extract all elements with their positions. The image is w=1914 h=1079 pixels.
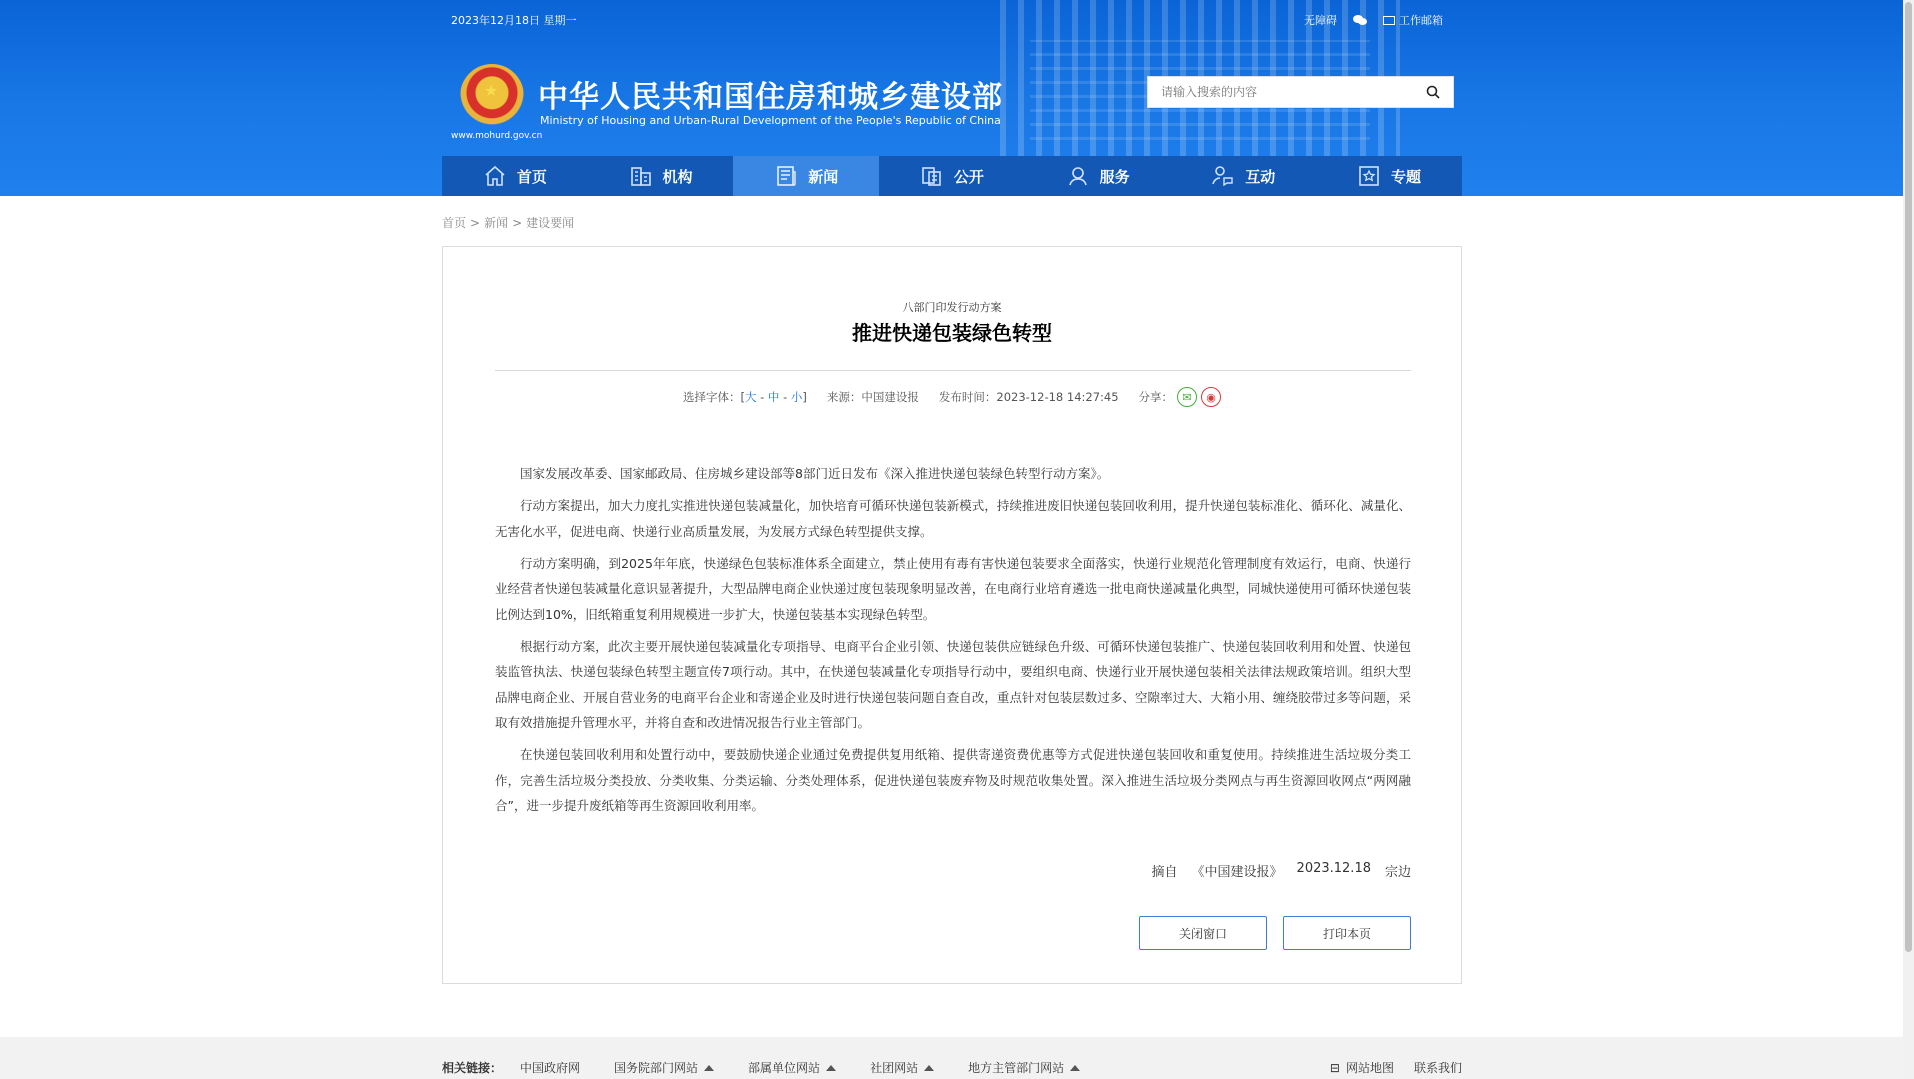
- current-date: 2023年12月18日 星期一: [451, 14, 577, 27]
- article-paragraph: 在快递包装回收利用和处置行动中，要鼓励快递企业通过免费提供复用纸箱、提供寄递资费优惠等方式促进快递包装回收和重复使用。持续推进生活垃圾分类工作，完善生活垃圾分类投放、分类收集、分类运输、分类处理体系，促进快递包装废弃物及时规范收集处置。深入推进生活垃圾分类网点与再生资源回收网点“两网融合”，进一步提升废纸箱等再生资源回收利用率。: [495, 747, 1411, 813]
- footer: [0, 1037, 1903, 1079]
- sitemap-link[interactable]: [1330, 1059, 1394, 1076]
- search-button[interactable]: [1413, 77, 1453, 107]
- breadcrumb-home[interactable]: 首页: [442, 216, 467, 230]
- nav-label: 专题: [1390, 167, 1421, 186]
- nav-label: 机构: [662, 167, 693, 186]
- topic-icon: [1357, 164, 1381, 188]
- search-icon: [1426, 85, 1440, 99]
- source-author: 宗边: [1384, 865, 1411, 880]
- nav-item-org[interactable]: [588, 156, 734, 196]
- breadcrumb: 首页 > 新闻 > 建设要闻: [442, 216, 575, 230]
- wechat-share-icon[interactable]: ✉: [1177, 387, 1197, 407]
- article-title: 推进快递包装绿色转型: [852, 321, 1052, 345]
- document-icon: [920, 164, 944, 188]
- scrollbar-thumb[interactable]: [1905, 2, 1912, 952]
- work-mail-label: 工作邮箱: [1399, 14, 1443, 27]
- triangle-up-icon: [1070, 1065, 1080, 1071]
- source-date: 2023.12.18: [1296, 861, 1371, 876]
- breadcrumb-news[interactable]: 新闻: [484, 216, 509, 230]
- footer-link-label: 国务院部门网站: [614, 1061, 699, 1075]
- nav-item-home[interactable]: [442, 156, 588, 196]
- weibo-share-icon[interactable]: ◉: [1201, 387, 1221, 407]
- footer-link-associations[interactable]: [870, 1059, 934, 1076]
- font-medium-link[interactable]: 中: [767, 390, 780, 404]
- nav-label: 公开: [953, 167, 984, 186]
- article-body: [495, 461, 1411, 825]
- search-box: [1147, 76, 1454, 108]
- top-links: [1304, 12, 1443, 28]
- wechat-icon: [1353, 15, 1367, 26]
- site-header: [0, 0, 1903, 196]
- print-page-button[interactable]: 打印本页: [1283, 916, 1411, 950]
- article-source: 来源：中国建设报: [826, 390, 919, 404]
- article-paragraph: 国家发展改革委、国家邮政局、住房城乡建设部等8部门近日发布《深入推进快递包装绿色转型行动方案》。: [520, 466, 1110, 481]
- page-scrollbar[interactable]: [1903, 0, 1914, 1079]
- work-mail-link[interactable]: [1383, 12, 1443, 28]
- footer-link-label: 地方主管部门网站: [968, 1061, 1065, 1075]
- nav-label: 首页: [516, 167, 547, 186]
- accessibility-link[interactable]: 无障碍: [1304, 14, 1337, 27]
- triangle-up-icon: [826, 1065, 836, 1071]
- nav-label: 服务: [1099, 167, 1130, 186]
- triangle-up-icon: [704, 1065, 714, 1071]
- triangle-up-icon: [924, 1065, 934, 1071]
- contact-link[interactable]: 联系我们: [1413, 1061, 1462, 1075]
- excerpt-label: 摘自: [1151, 865, 1178, 880]
- article-meta: [443, 387, 1461, 407]
- article-paragraph: 行动方案提出，加大力度扎实推进快递包装减量化，加快培育可循环快递包装新模式，持续推进废旧快递包装回收利用，提升快递包装标准化、循环化、减量化、无害化水平，促进电商、快递行业高质量发展，为发展方式绿色转型提供支撑。: [495, 498, 1411, 539]
- sitemap-icon: ⊟: [1329, 1060, 1340, 1075]
- nav-item-public[interactable]: [879, 156, 1025, 196]
- article-paragraph: 根据行动方案，此次主要开展快递包装减量化专项指导、电商平台企业引领、快递包装供应链绿色升级、可循环快递包装推广、快递包装回收利用和处置、快递包装监管执法、快递包装绿色转型主题宣传7项行动。其中，在快递包装减量化专项指导行动中，要组织电商、快递行业开展快递包装相关法律法规政策培训。组织大型品牌电商企业、开展自营业务的电商平台企业和寄递企业及时进行快递包装问题自查自改，重点针对包装层数过多、空隙率过大、大箱小用、缠绕胶带过多等问题，采取有效措施提升管理水平，并将自查和改进情况报告行业主管部门。: [495, 638, 1411, 730]
- nav-item-topic[interactable]: [1316, 156, 1462, 196]
- sitemap-label: 网站地图: [1345, 1061, 1394, 1075]
- mail-icon: [1383, 16, 1395, 25]
- interaction-icon: [1211, 164, 1235, 188]
- home-icon: [483, 164, 507, 188]
- breadcrumb-current[interactable]: 建设要闻: [526, 216, 575, 230]
- service-icon: [1066, 164, 1090, 188]
- related-links: [442, 1059, 1462, 1076]
- footer-link-state-council[interactable]: [614, 1059, 714, 1076]
- nav-label: 新闻: [808, 167, 839, 186]
- main-nav: [442, 156, 1462, 196]
- site-url: www.mohurd.gov.cn: [451, 131, 543, 141]
- font-label: 选择字体：[: [682, 390, 745, 404]
- national-emblem-logo[interactable]: [460, 64, 524, 128]
- wechat-link[interactable]: [1353, 15, 1367, 26]
- footer-right-links: [1330, 1059, 1462, 1076]
- nav-item-news[interactable]: [733, 156, 879, 196]
- share-label: 分享：: [1138, 390, 1174, 404]
- footer-link-label: 社团网站: [870, 1061, 919, 1075]
- article-paragraph: 行动方案明确，到2025年年底，快递绿色包装标准体系全面建立，禁止使用有毒有害快递包装要求全面落实，快递行业规范化管理制度有效运行，电商、快递行业经营者快递包装减量化意识显著提升，大型品牌电商企业快递过度包装现象明显改善，在电商行业培育遴选一批电商快递减量化典型，同城快递使用可循环快递包装比例达到10%，旧纸箱重复利用规模进一步扩大，快递包装基本实现绿色转型。: [495, 555, 1411, 622]
- search-input[interactable]: [1148, 77, 1413, 107]
- footer-link-label: 部属单位网站: [748, 1061, 821, 1075]
- publish-time: 发布时间：2023-12-18 14:27:45: [938, 390, 1119, 404]
- font-large-link[interactable]: 大: [744, 390, 757, 404]
- nav-item-interact[interactable]: [1170, 156, 1316, 196]
- site-title[interactable]: 中华人民共和国住房和城乡建设部: [538, 80, 1003, 115]
- nav-item-service[interactable]: [1025, 156, 1171, 196]
- nav-label: 互动: [1245, 167, 1276, 186]
- article-pre-title: 八部门印发行动方案: [902, 301, 1002, 314]
- font-size-selector: 选择字体：[大 - 中 - 小]: [682, 390, 807, 404]
- related-links-label: 相关链接：: [442, 1061, 503, 1075]
- news-icon: [774, 164, 798, 188]
- source-paper: 《中国建设报》: [1191, 865, 1283, 880]
- footer-link-gov[interactable]: [520, 1059, 580, 1076]
- site-subtitle: Ministry of Housing and Urban-Rural Development of the People's Republic of China: [540, 114, 1001, 127]
- font-small-link[interactable]: 小: [790, 390, 803, 404]
- close-window-button[interactable]: 关闭窗口: [1139, 916, 1267, 950]
- article-container: [442, 246, 1462, 984]
- footer-link-affiliates[interactable]: [748, 1059, 836, 1076]
- font-close: ]: [802, 390, 807, 404]
- source-line: [1152, 861, 1411, 880]
- footer-link-label: 中国政府网: [520, 1061, 581, 1075]
- share-group: [1139, 387, 1222, 407]
- footer-link-local[interactable]: [968, 1059, 1080, 1076]
- title-divider: [495, 370, 1411, 371]
- building-icon: [629, 164, 653, 188]
